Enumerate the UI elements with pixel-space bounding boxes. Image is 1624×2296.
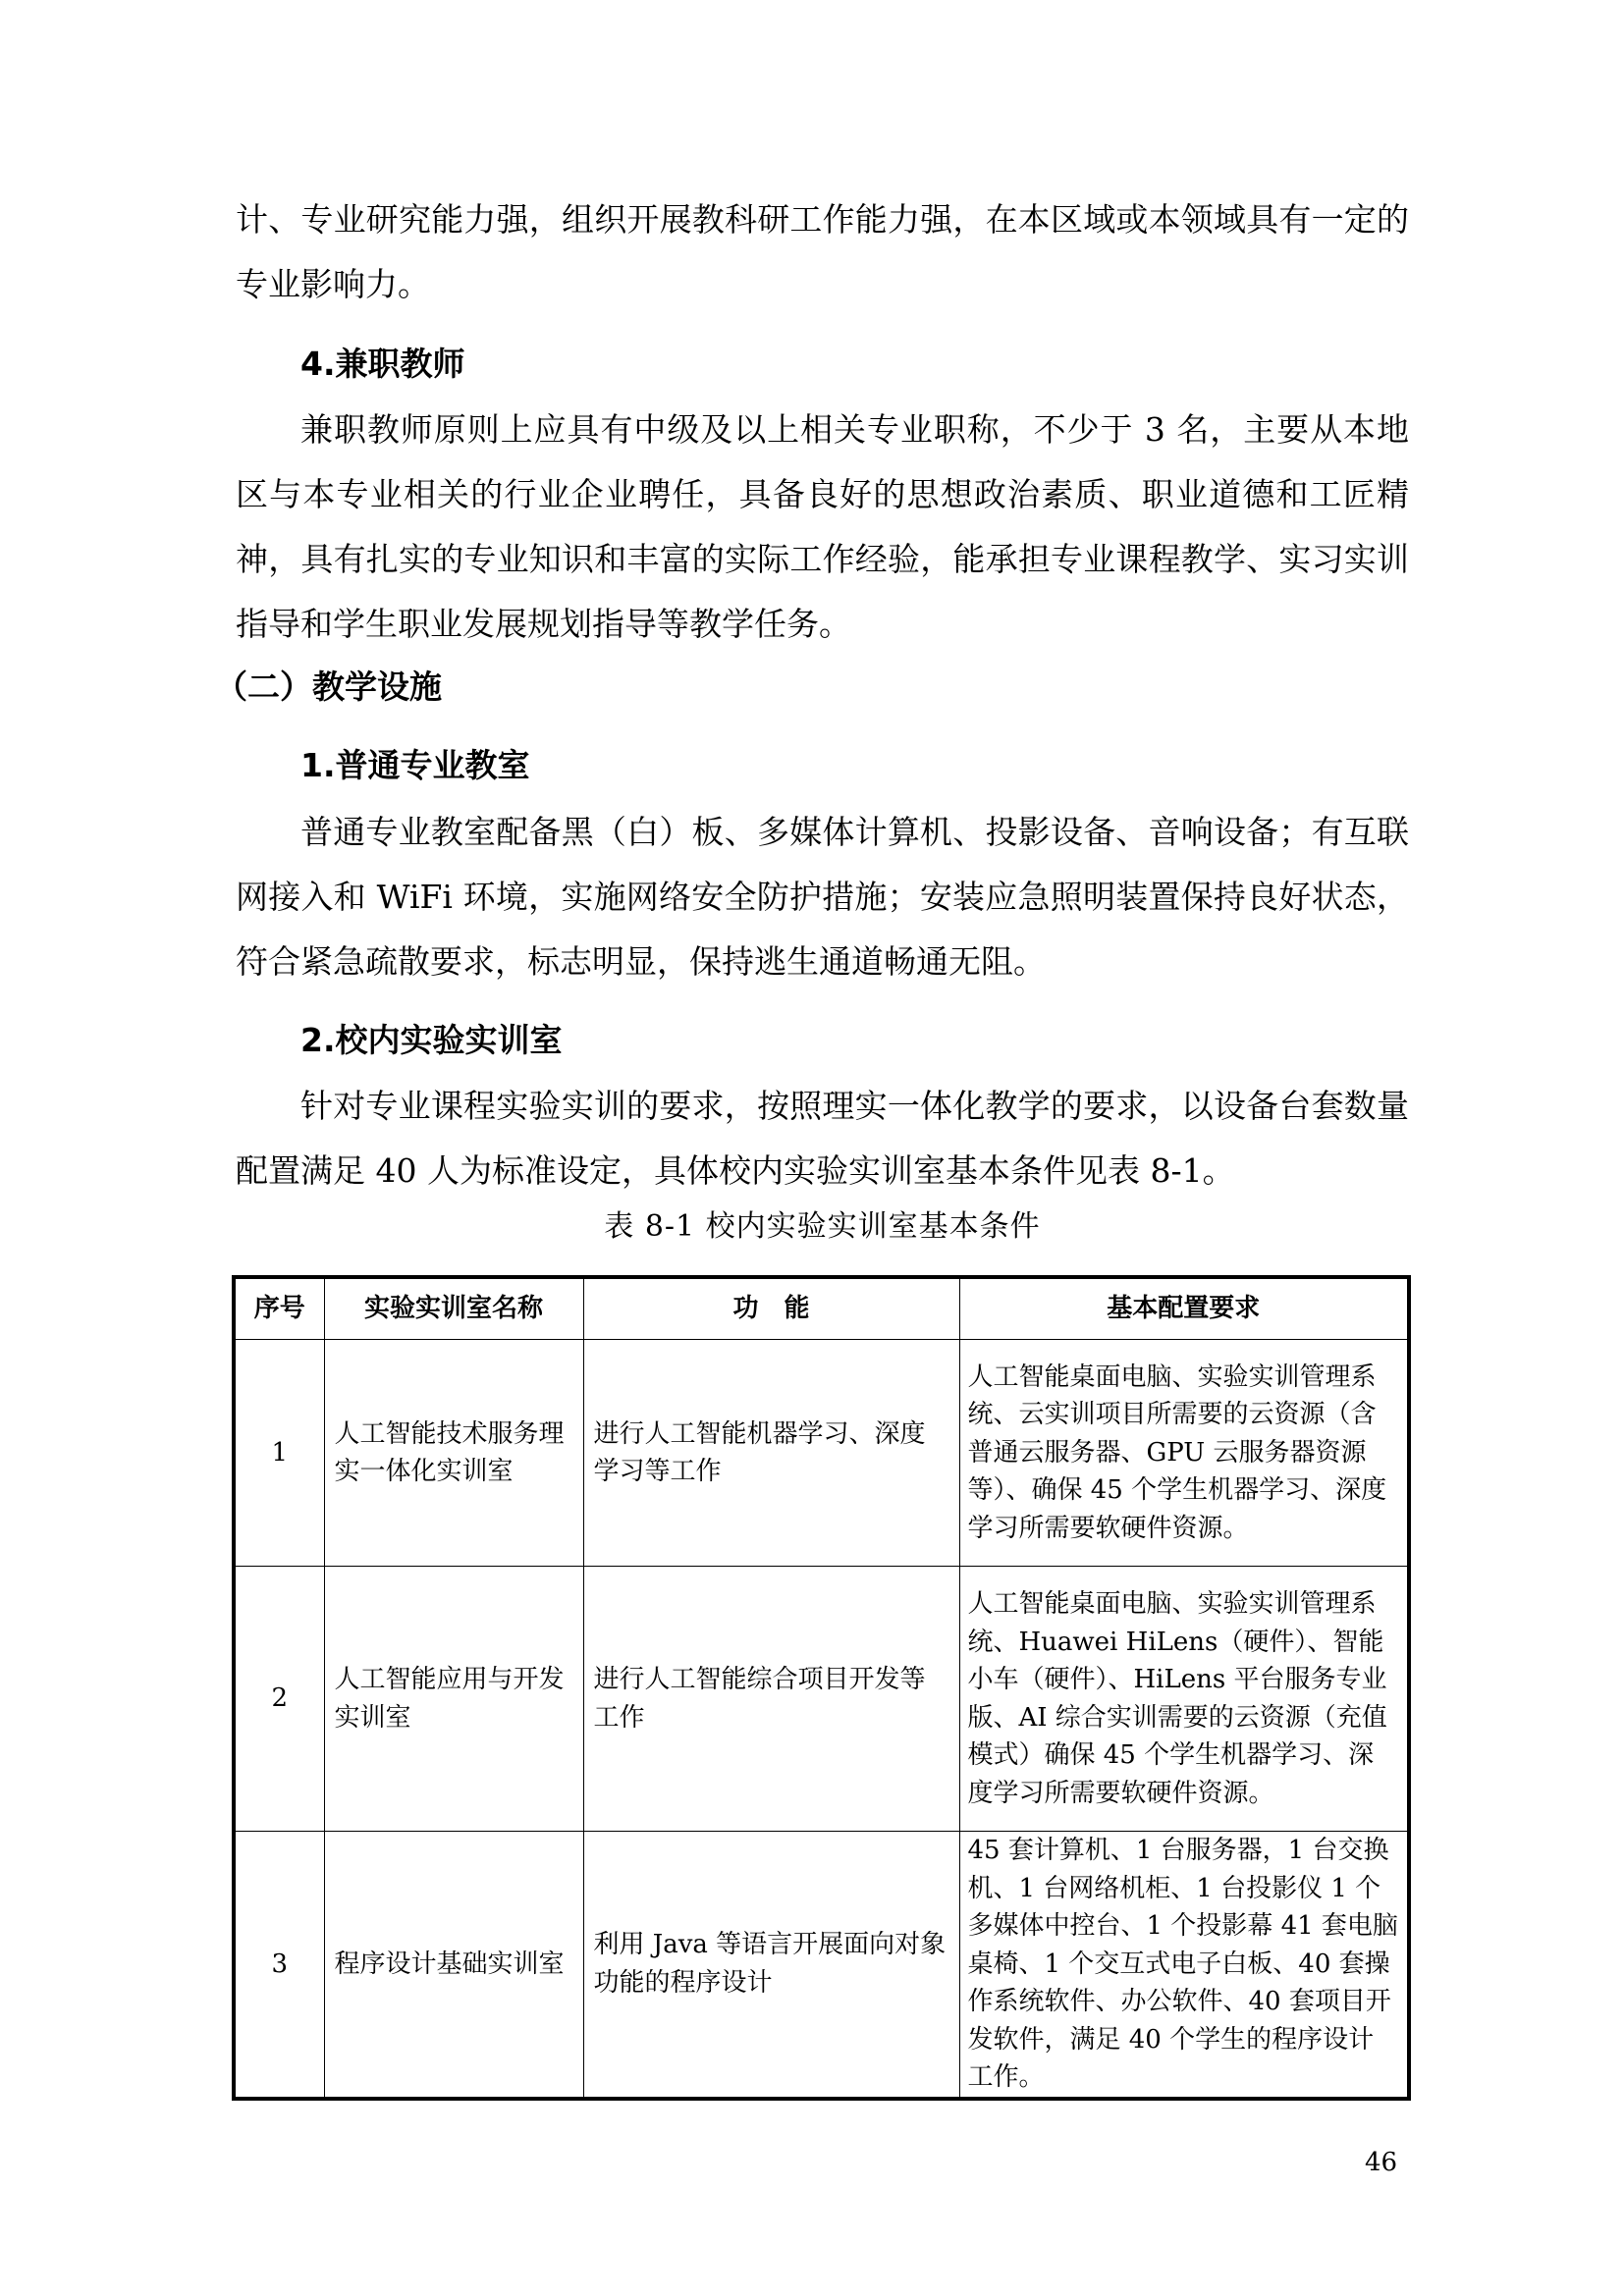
table-caption: 表 8-1 校内实验实训室基本条件 — [604, 1209, 1041, 1244]
cell-name: 人工智能技术服务理实一体化实训室 — [324, 1340, 583, 1567]
paragraph-continued: 计、专业研究能力强，组织开展教科研工作能力强，在本区域或本领域具有一定的专业影响力。 — [236, 200, 1409, 303]
table-row — [234, 1567, 1409, 1832]
cell-no: 1 — [234, 1340, 324, 1567]
cell-function: 进行人工智能机器学习、深度学习等工作 — [583, 1340, 959, 1567]
header-name: 实验实训室名称 — [324, 1277, 583, 1340]
heading-teaching-facilities: （二）教学设施 — [215, 667, 442, 706]
lab-conditions-table — [232, 1275, 1411, 2101]
heading-lab: 2.校内实验实训室 — [300, 1021, 563, 1059]
table-header-row — [234, 1277, 1409, 1340]
heading-classroom: 1.普通专业教室 — [300, 746, 530, 784]
paragraph-lab: 针对专业课程实验实训的要求，按照理实一体化教学的要求，以设备台套数量配置满足 40 人为标准设定，具体校内实验实训室基本条件见表 8-1。 — [236, 1087, 1409, 1190]
page-number: 46 — [1365, 2148, 1398, 2177]
cell-requirements: 人工智能桌面电脑、实验实训管理系统、云实训项目所需要的云资源（含普通云服务器、GPU 云服务器资源等）、确保 45 个学生机器学习、深度学习所需要软硬件资源。 — [959, 1340, 1409, 1567]
cell-no: 2 — [234, 1567, 324, 1832]
cell-function: 进行人工智能综合项目开发等工作 — [583, 1567, 959, 1832]
paragraph-classroom: 普通专业教室配备黑（白）板、多媒体计算机、投影设备、音响设备；有互联网接入和 WiFi 环境，实施网络安全防护措施；安装应急照明装置保持良好状态，符合紧急疏散要求，标志明显，保持逃生通道畅通无阻。 — [236, 813, 1409, 981]
cell-name: 程序设计基础实训室 — [324, 1832, 583, 2099]
cell-name: 人工智能应用与开发实训室 — [324, 1567, 583, 1832]
cell-no: 3 — [234, 1832, 324, 2099]
heading-part-time-teachers: 4.兼职教师 — [300, 345, 465, 383]
table-row — [234, 1832, 1409, 2099]
header-no: 序号 — [234, 1277, 324, 1340]
table-row — [234, 1340, 1409, 1567]
header-function: 功 能 — [583, 1277, 959, 1340]
cell-function: 利用 Java 等语言开展面向对象功能的程序设计 — [583, 1832, 959, 2099]
paragraph-part-time-teachers: 兼职教师原则上应具有中级及以上相关专业职称，不少于 3 名，主要从本地区与本专业相关的行业企业聘任，具备良好的思想政治素质、职业道德和工匠精神，具有扎实的专业知识和丰富的实际工作经验，能承担专业课程教学、实习实训指导和学生职业发展规划指导等教学任务。 — [236, 410, 1409, 643]
cell-requirements: 人工智能桌面电脑、实验实训管理系统、Huawei HiLens（硬件）、智能小车（硬件）、HiLens 平台服务专业版、AI 综合实训需要的云资源（充值模式）确保 45 个学生机器学习、深度学习所需要软硬件资源。 — [959, 1567, 1409, 1832]
header-requirements: 基本配置要求 — [959, 1277, 1409, 1340]
cell-requirements: 45 套计算机、1 台服务器，1 台交换机、1 台网络机柜、1 台投影仪 1 个多媒体中控台、1 个投影幕 41 套电脑桌椅、1 个交互式电子白板、40 套操作系统软件、办公软件、40 套项目开发软件，满足 40 个学生的程序设计工作。 — [959, 1832, 1409, 2099]
